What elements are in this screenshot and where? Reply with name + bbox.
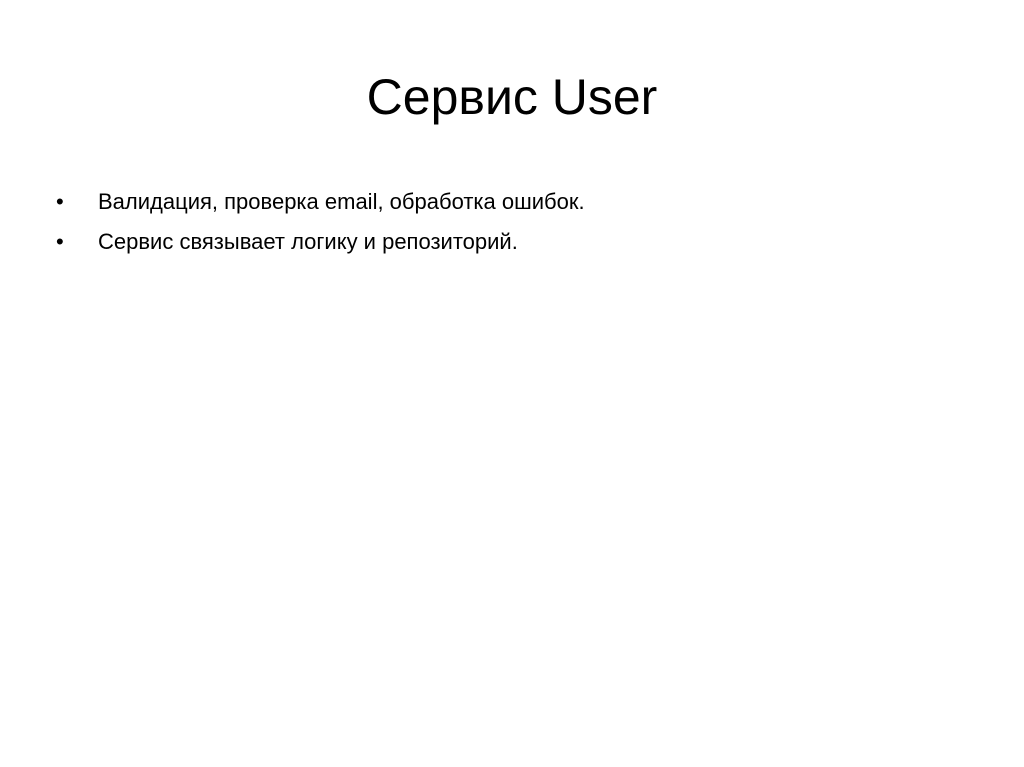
list-item bbox=[56, 222, 956, 262]
bullet-list bbox=[56, 182, 956, 262]
bullet-text: Сервис связывает логику и репозиторий. bbox=[98, 229, 518, 254]
bullet-text: Валидация, проверка email, обработка ошибок. bbox=[98, 189, 585, 214]
slide-title: Сервис User bbox=[366, 69, 658, 125]
bullet-icon: • bbox=[56, 189, 64, 214]
bullet-icon: • bbox=[56, 229, 64, 254]
list-item bbox=[56, 182, 956, 222]
